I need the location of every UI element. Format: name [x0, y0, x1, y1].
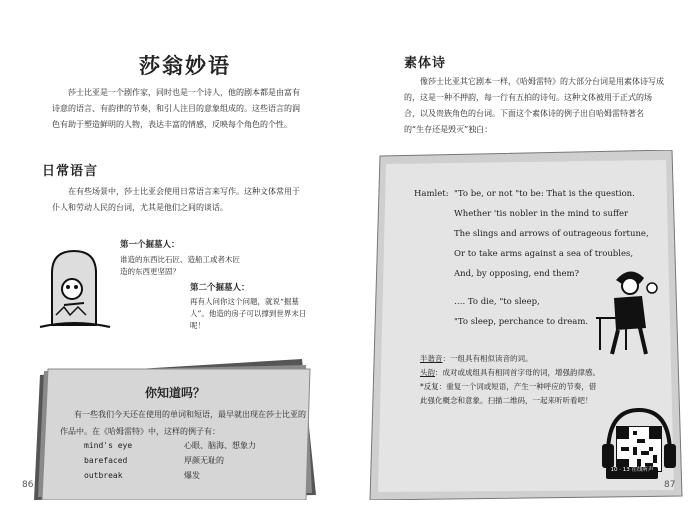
qr-listen-label: 10 · 13 在线听声: [606, 467, 658, 479]
example-zh: 爆发: [184, 471, 200, 480]
verse-line: And, by opposing, end them?: [454, 269, 580, 279]
hamlet-figure-illustration: [586, 258, 666, 358]
gravedigger2-line: 再有人问你这个问题，就说“掘墓人”。他造的房子可以撑到世界末日呢！: [190, 297, 307, 330]
gravestone-illustration: [34, 245, 114, 333]
blank-verse-paragraph: 像莎士比亚其它剧本一样，《哈姆雷特》的大部分台词是用素体诗写成的，这是一种不押韵，每一行有五拍的诗句。这种文体被用于正式的场合，以及贵族角色的台词。下面这个素体诗的例子出自哈姆雷特著名的“生存还是毁灭”独白：: [404, 77, 664, 134]
example-zh: 厚颜无耻的: [184, 456, 224, 465]
definition-term: *反复: [420, 382, 439, 391]
blank-verse-heading: 素体诗: [404, 56, 447, 71]
definitions: [420, 352, 600, 408]
example-row: [84, 468, 256, 483]
speaker-label: Hamlet:: [414, 189, 449, 199]
verse-line: Or to take arms against a sea of troubles,: [454, 249, 634, 259]
definition-item: [420, 366, 600, 380]
verse-line: Whether 'tis nobler in the mind to suffer: [454, 209, 629, 219]
gravedigger1-label: 第一个掘墓人：: [120, 240, 180, 250]
page-number-right: 87: [664, 480, 676, 490]
definition-item: [420, 380, 600, 408]
example-en: barefaced: [84, 456, 128, 465]
page-number-left: 86: [22, 480, 34, 490]
intro-paragraph: 莎士比亚是一个剧作家，同时也是一个诗人，他的剧本都是由富有诗意的语言、有韵律的节奏，和引人注目的意象组成的。这些语言的润色有助于塑造鲜明的人物，表达丰富的情感，反映每个角色的个性。: [52, 88, 300, 129]
qr-code[interactable]: [616, 426, 662, 472]
example-en: mind's eye: [84, 441, 133, 450]
definition-text: ：重复一个词或短语，产生一种呼应的节奏，借此强化概念和意象。扫描二维码，一起来听听看吧！: [420, 382, 597, 405]
page-title: 莎翁妙语: [139, 53, 231, 78]
qr-code-pattern: [617, 427, 661, 471]
example-zh: 心眼、脑海、想象力: [184, 441, 256, 450]
verse-line: "To sleep, perchance to dream.: [454, 317, 589, 327]
daily-language-paragraph: 在有些场景中，莎士比亚会使用日常语言来写作。这种文体常用于仆人和劳动人民的台词，尤其是他们之间的谈话。: [52, 187, 300, 212]
definition-text: ：成对或成组具有相同首字母的词，增强韵律感。: [435, 368, 600, 377]
examples-list: [84, 438, 256, 483]
example-row: [84, 453, 256, 468]
verse-line: "To be, or not "to be: That is the question.: [454, 189, 635, 199]
verse-line: The slings and arrows of outrageous fortune,: [454, 229, 649, 239]
did-you-know-title: 你知道吗？: [144, 386, 205, 400]
gravedigger2-label: 第二个掘墓人：: [190, 283, 250, 293]
definition-text: ：一组具有相似读音的词。: [442, 354, 533, 363]
example-row: [84, 438, 256, 453]
gravedigger1-line: 谁造的东西比石匠、造船工或者木匠造的东西更坚固？: [120, 255, 240, 276]
did-you-know-paragraph: 有一些我们今天还在使用的单词和短语，最早就出现在莎士比亚的作品中。在《哈姆雷特》中，这样的例子有：: [60, 410, 306, 436]
definition-term: 半谐音: [420, 354, 443, 363]
definition-item: [420, 352, 600, 366]
definition-term: 头韵: [420, 368, 435, 377]
verse-line: …. To die, "to sleep,: [454, 297, 540, 307]
daily-language-heading: 日常语言: [42, 164, 99, 179]
example-en: outbreak: [84, 471, 123, 480]
